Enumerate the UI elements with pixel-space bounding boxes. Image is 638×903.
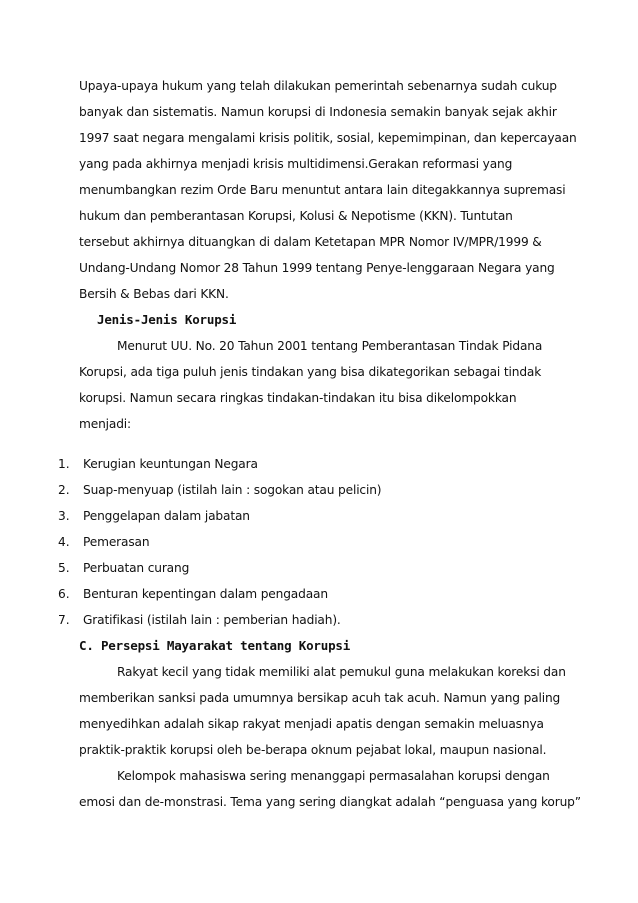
paragraph3-line-1: Rakyat kecil yang tidak memiliki alat pemukul guna melakukan koreksi dan (117, 665, 566, 679)
list-item-text: Penggelapan dalam jabatan (83, 509, 250, 523)
paragraph1-line-4: yang pada akhirnya menjadi krisis multidimensi.Gerakan reformasi yang (79, 157, 513, 171)
list-item-number: 7. (58, 613, 70, 627)
list-item-number: 4. (58, 535, 70, 549)
list-item-number: 5. (58, 561, 70, 575)
paragraph3-line-3: menyedihkan adalah sikap rakyat menjadi apatis dengan semakin meluasnya (79, 717, 544, 731)
list-item-text: Perbuatan curang (83, 561, 190, 575)
paragraph2-line-3: korupsi. Namun secara ringkas tindakan-tindakan itu bisa dikelompokkan (79, 391, 517, 405)
list-item-text: Gratifikasi (istilah lain : pemberian hadiah). (83, 613, 341, 627)
paragraph1-line-2: banyak dan sistematis. Namun korupsi di Indonesia semakin banyak sejak akhir (79, 105, 557, 119)
paragraph1-line-6: hukum dan pemberantasan Korupsi, Kolusi & Nepotisme (KKN). Tuntutan (79, 209, 513, 223)
list-item-number: 3. (58, 509, 70, 523)
section-heading-persepsi: C. Persepsi Mayarakat tentang Korupsi (79, 638, 351, 653)
paragraph1-line-7: tersebut akhirnya dituangkan di dalam Ketetapan MPR Nomor IV/MPR/1999 & (79, 235, 542, 249)
list-item-text: Pemerasan (83, 535, 150, 549)
paragraph1-line-8: Undang-Undang Nomor 28 Tahun 1999 tentang Penye-lenggaraan Negara yang (79, 261, 555, 275)
paragraph1-line-1: Upaya-upaya hukum yang telah dilakukan pemerintah sebenarnya sudah cukup (79, 79, 557, 93)
list-item-number: 2. (58, 483, 70, 497)
list-item-number: 6. (58, 587, 70, 601)
list-item-number: 1. (58, 457, 70, 471)
paragraph2-line-1: Menurut UU. No. 20 Tahun 2001 tentang Pemberantasan Tindak Pidana (117, 339, 543, 353)
paragraph4-line-1: Kelompok mahasiswa sering menanggapi permasalahan korupsi dengan (117, 769, 550, 783)
section-heading-jenis: Jenis-Jenis Korupsi (97, 312, 237, 327)
paragraph2-line-4: menjadi: (79, 417, 131, 431)
list-item-text: Suap-menyuap (istilah lain : sogokan atau pelicin) (83, 483, 382, 497)
paragraph2-line-2: Korupsi, ada tiga puluh jenis tindakan yang bisa dikategorikan sebagai tindak (79, 365, 542, 379)
paragraph1-line-9: Bersih & Bebas dari KKN. (79, 287, 229, 301)
paragraph1-line-5: menumbangkan rezim Orde Baru menuntut antara lain ditegakkannya supremasi (79, 183, 566, 197)
paragraph4-line-2: emosi dan de-monstrasi. Tema yang sering diangkat adalah “penguasa yang korup” (79, 795, 581, 809)
paragraph1-line-3: 1997 saat negara mengalami krisis politik, sosial, kepemimpinan, dan kepercayaan (79, 131, 577, 145)
list-item-text: Kerugian keuntungan Negara (83, 457, 258, 471)
paragraph3-line-4: praktik-praktik korupsi oleh be-berapa oknum pejabat lokal, maupun nasional. (79, 743, 547, 757)
paragraph3-line-2: memberikan sanksi pada umumnya bersikap acuh tak acuh. Namun yang paling (79, 691, 561, 705)
list-item-text: Benturan kepentingan dalam pengadaan (83, 587, 328, 601)
